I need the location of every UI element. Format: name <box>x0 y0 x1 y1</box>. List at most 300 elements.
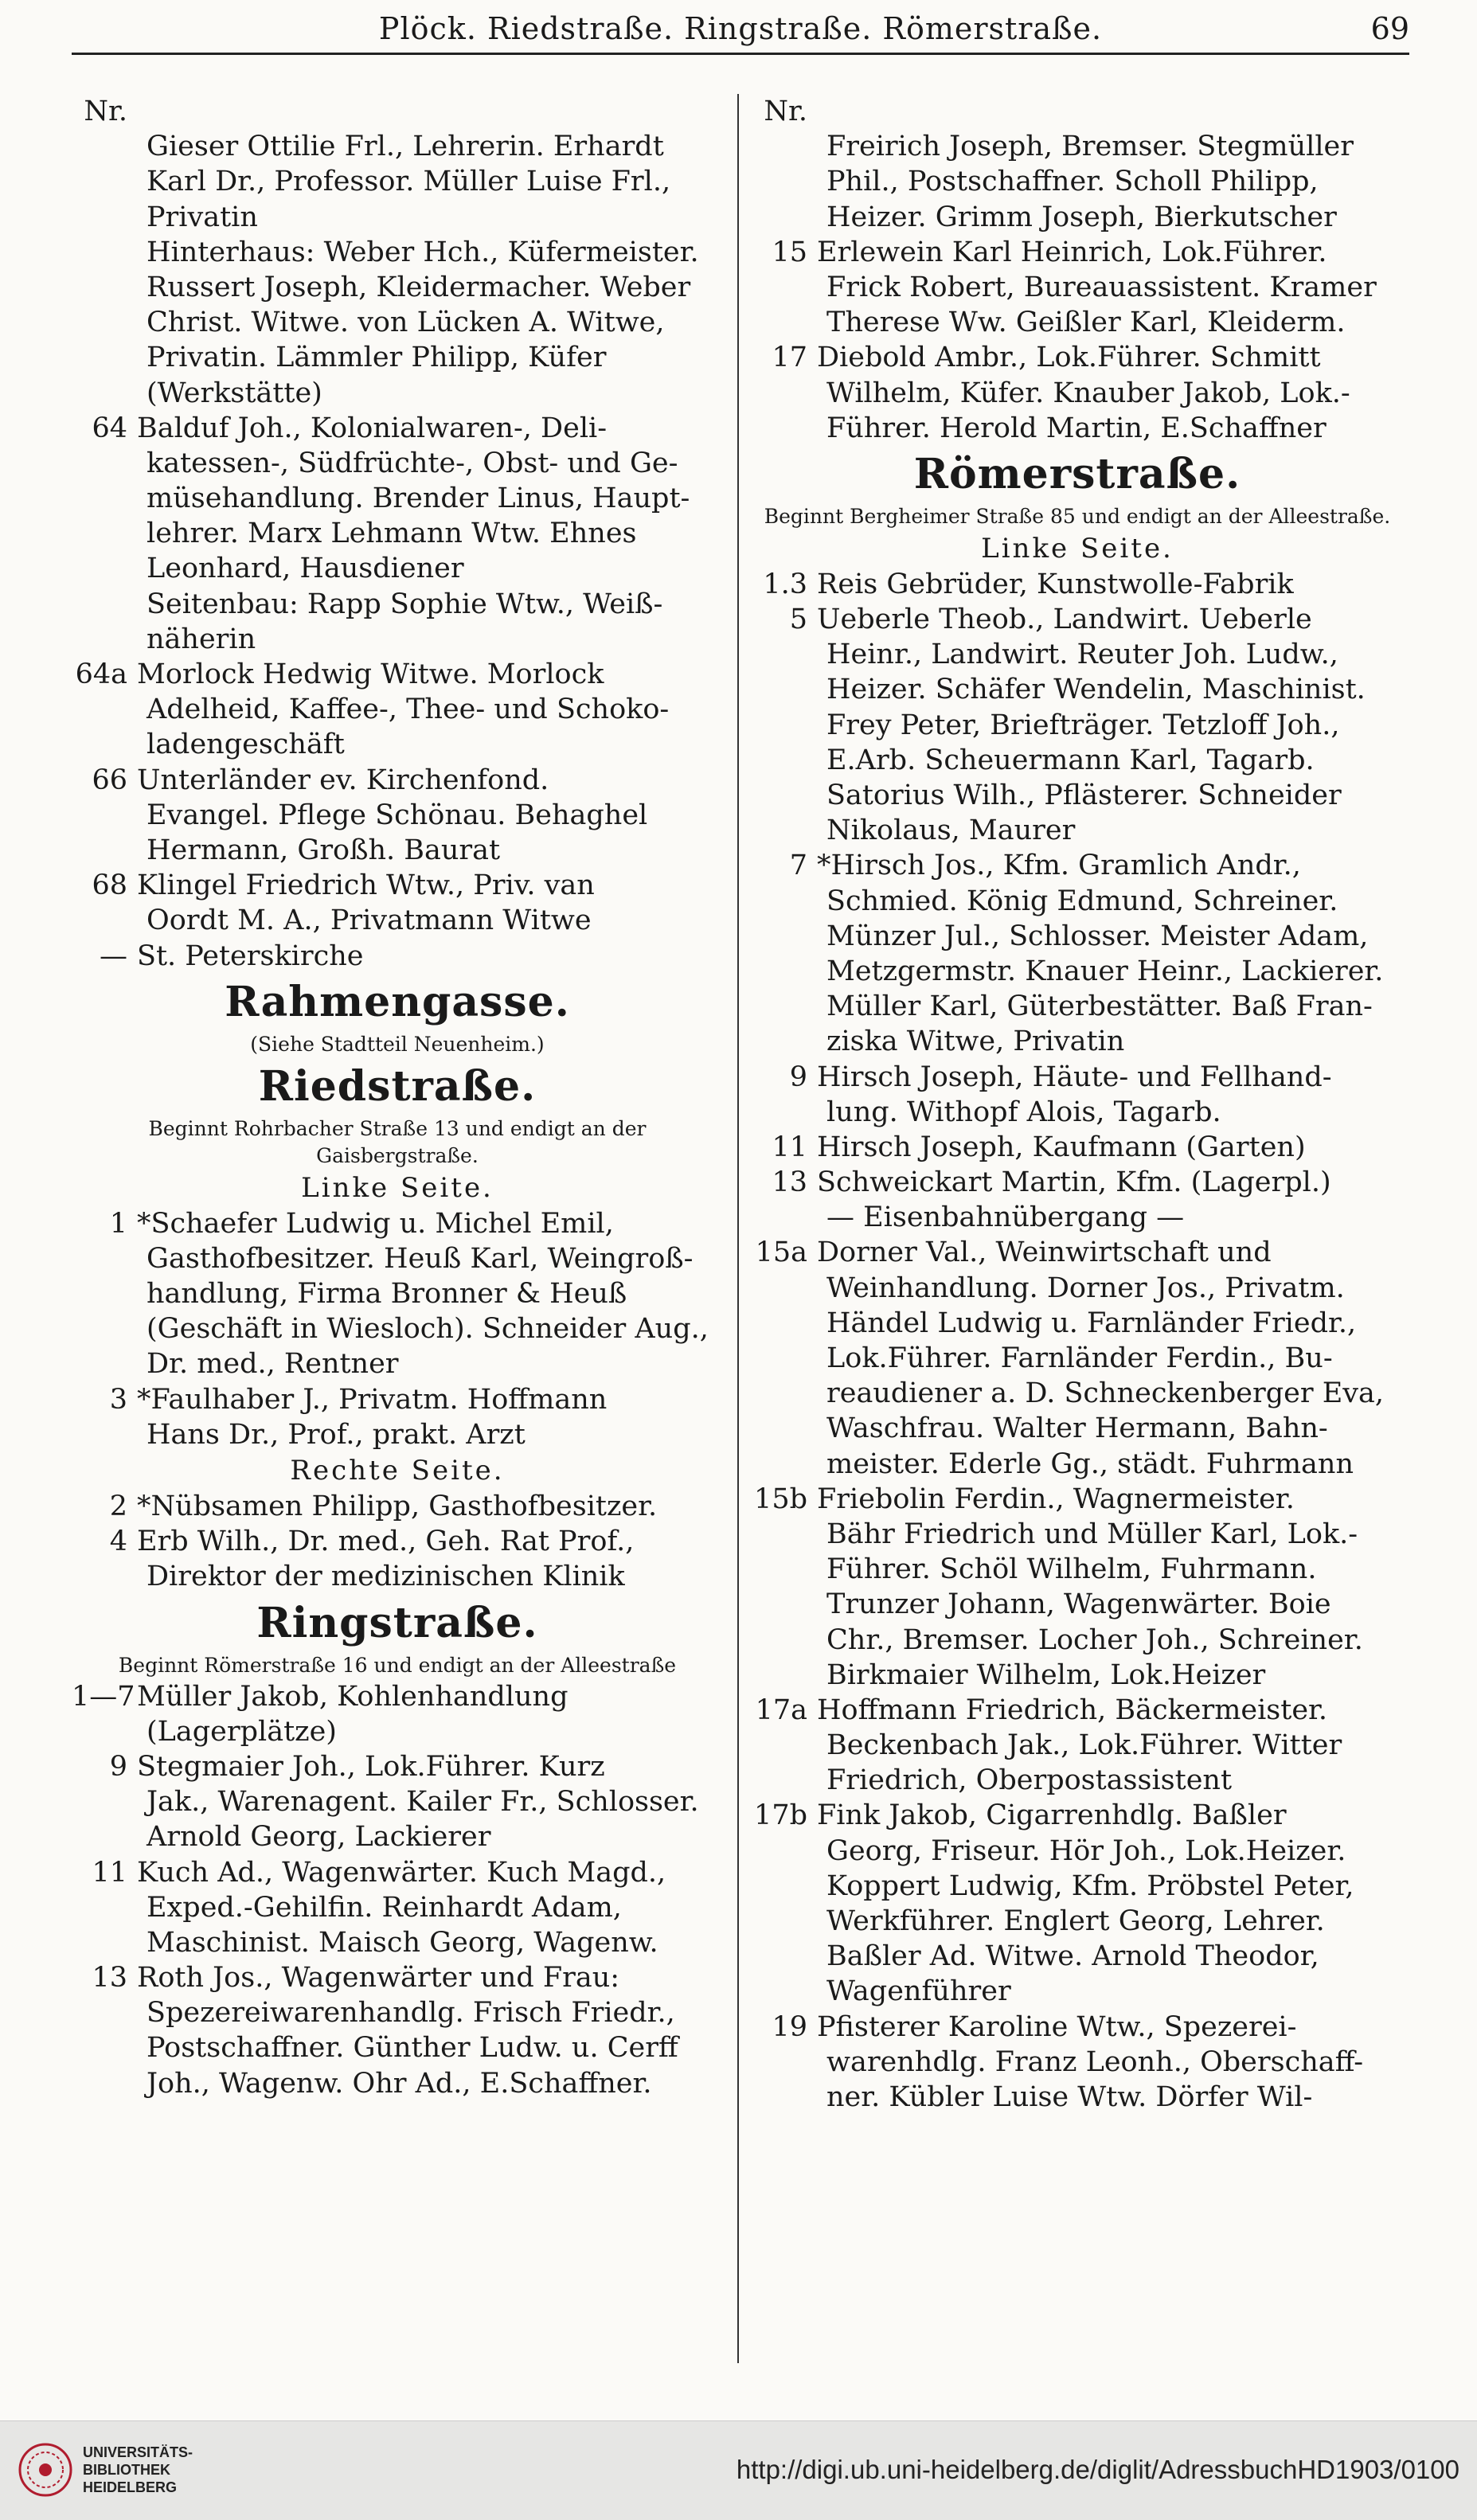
directory-entry-line <box>752 1130 1403 1165</box>
directory-entry-line <box>752 1623 1403 1658</box>
house-number <box>72 587 137 622</box>
side-heading-left: Linke Seite. <box>301 1171 494 1204</box>
directory-entry-line <box>72 622 723 657</box>
entry-text: Dr. med., Rentner <box>147 1348 399 1381</box>
directory-entry-line <box>752 2080 1403 2115</box>
house-number <box>72 1819 137 1854</box>
directory-entry-line <box>752 1235 1403 1270</box>
house-number <box>72 798 137 833</box>
directory-entry-line <box>752 1552 1403 1587</box>
entry-text: Fink Jakob, Cigarrenhdlg. Baßler <box>817 1799 1287 1832</box>
entry-text: Pfisterer Karoline Wtw., Spezerei- <box>817 2010 1297 2043</box>
house-number <box>752 989 817 1024</box>
house-number <box>72 1995 137 2030</box>
directory-entry-line <box>72 1679 723 1714</box>
entry-text: Müller Jakob, Kohlenhandlung <box>137 1680 569 1713</box>
entry-text: ladengeschäft <box>147 729 345 761</box>
directory-entry-line <box>752 2045 1403 2080</box>
directory-entry-line <box>72 903 723 938</box>
entry-text: Georg, Friseur. Hör Joh., Lok.Heizer. <box>826 1834 1346 1867</box>
university-library-logo-icon <box>18 2442 73 2498</box>
house-number <box>752 2080 817 2115</box>
directory-entry-line <box>72 1960 723 1995</box>
directory-entry-line <box>752 270 1403 305</box>
entry-text: Postschaffner. Günther Ludw. u. Cerff <box>147 2032 678 2065</box>
entry-text: Hirsch Joseph, Kaufmann (Garten) <box>817 1131 1306 1163</box>
house-number <box>752 164 817 199</box>
right-column <box>752 94 1403 2115</box>
directory-entry-line <box>752 989 1403 1024</box>
house-number <box>72 1241 137 1276</box>
house-number <box>72 833 137 868</box>
directory-entry-line <box>72 1524 723 1559</box>
street-note: Beginnt Bergheimer Straße 85 und endigt an der Alleestraße. <box>764 504 1391 528</box>
directory-entry-line <box>752 1904 1403 1939</box>
directory-entry-line <box>72 1714 723 1749</box>
entry-text: lung. Withopf Alois, Tagarb. <box>826 1096 1221 1128</box>
directory-entry-line <box>752 637 1403 672</box>
entry-text: Oordt M. A., Privatmann Witwe <box>147 904 592 937</box>
house-number: 68 <box>92 869 127 902</box>
entry-text: Birkmaier Wilhelm, Lok.Heizer <box>826 1659 1266 1691</box>
directory-entry-line <box>72 1382 723 1417</box>
entry-text: Karl Dr., Professor. Müller Luise Frl., <box>147 166 671 198</box>
street-note: (Siehe Stadtteil Neuenheim.) <box>250 1032 545 1056</box>
entry-text: katessen-, Südfrüchte-, Obst- und Ge- <box>147 447 678 479</box>
entry-text: Hinterhaus: Weber Hch., Küfermeister. <box>147 236 699 268</box>
directory-entry-line <box>752 1200 1403 1235</box>
column-divider <box>737 94 739 2363</box>
library-logo-text <box>83 2444 193 2496</box>
directory-entry-line <box>752 1024 1403 1059</box>
house-number <box>752 919 817 954</box>
directory-entry-line <box>752 708 1403 743</box>
directory-entry-line <box>72 727 723 762</box>
entry-text <box>817 94 1403 129</box>
house-number: 17 <box>772 342 807 374</box>
house-number <box>752 708 817 743</box>
entry-text: Ueberle Theob., Landwirt. Ueberle <box>817 604 1312 636</box>
directory-entry-line <box>72 551 723 586</box>
directory-entry-line <box>752 602 1403 637</box>
entry-text: Diebold Ambr., Lok.Führer. Schmitt <box>817 342 1321 374</box>
house-number <box>72 376 137 411</box>
directory-entry-line <box>752 1165 1403 1200</box>
entry-text: Privatin <box>147 201 258 233</box>
entry-text: — Eisenbahnübergang — <box>826 1201 1185 1234</box>
directory-entry-line <box>72 1346 723 1381</box>
directory-entry-line <box>752 200 1403 235</box>
house-number: 64 <box>92 412 127 444</box>
house-number <box>752 1095 817 1130</box>
directory-entry-line <box>72 868 723 903</box>
house-number <box>72 516 137 551</box>
entry-text: Münzer Jul., Schlosser. Meister Adam, <box>826 920 1369 952</box>
entry-text <box>137 94 723 129</box>
directory-entry-line <box>72 1559 723 1594</box>
directory-entry-line <box>72 1241 723 1276</box>
entry-text: Chr., Bremser. Locher Joh., Schreiner. <box>826 1623 1363 1656</box>
directory-entry-line <box>752 129 1403 164</box>
house-number: 17b <box>754 1799 807 1832</box>
house-number <box>72 1925 137 1960</box>
directory-entry-line <box>752 778 1403 813</box>
house-number: 7 <box>789 850 807 882</box>
entry-text: Klingel Friedrich Wtw., Priv. van <box>137 869 595 902</box>
entry-text: Bähr Friedrich und Müller Karl, Lok.- <box>826 1518 1358 1550</box>
entry-text: näherin <box>147 623 256 655</box>
directory-entry-line <box>752 1693 1403 1728</box>
house-number: 11 <box>92 1856 127 1889</box>
street-note: Beginnt Rohrbacher Straße 13 und endigt an der Gaisbergstraße. <box>148 1116 647 1167</box>
directory-entry-line <box>752 848 1403 883</box>
house-number <box>752 884 817 919</box>
directory-entry-line <box>72 1855 723 1890</box>
house-number <box>752 1904 817 1939</box>
directory-entry-line <box>752 1763 1403 1798</box>
house-number: 4 <box>109 1526 127 1558</box>
entry-text: Jak., Warenagent. Kailer Fr., Schlosser. <box>147 1786 699 1819</box>
house-number <box>752 1658 817 1693</box>
directory-entry-line <box>72 1784 723 1819</box>
directory-entry-line <box>72 516 723 551</box>
street-note: Beginnt Römerstraße 16 und endigt an der Alleestraße <box>118 1653 677 1677</box>
directory-entry-line <box>72 692 723 727</box>
directory-entry-line <box>72 1276 723 1311</box>
entry-text: ziska Witwe, Privatin <box>826 1026 1125 1058</box>
entry-text: Seitenbau: Rapp Sophie Wtw., Weiß- <box>147 588 663 620</box>
house-number <box>752 1447 817 1482</box>
directory-entry-line <box>72 1311 723 1346</box>
entry-text: Trunzer Johann, Wagenwärter. Boie <box>826 1588 1331 1621</box>
directory-entry-line <box>752 1798 1403 1833</box>
entry-text: E.Arb. Scheuermann Karl, Tagarb. <box>826 744 1315 776</box>
directory-entry-line <box>72 1749 723 1784</box>
house-number <box>72 1417 137 1452</box>
house-number <box>72 2066 137 2101</box>
side-heading-left: Linke Seite. <box>981 532 1174 565</box>
directory-entry-line <box>752 1834 1403 1869</box>
house-number <box>752 813 817 848</box>
house-number <box>752 743 817 778</box>
house-number: 13 <box>772 1166 807 1199</box>
entry-text: lehrer. Marx Lehmann Wtw. Ehnes <box>147 518 637 550</box>
house-number: 15b <box>754 1483 807 1515</box>
entry-text: Wilhelm, Küfer. Knauber Jakob, Lok.- <box>826 377 1350 409</box>
entry-text: Heizer. Schäfer Wendelin, Maschinist. <box>826 674 1366 706</box>
house-number <box>752 637 817 672</box>
house-number <box>752 1763 817 1798</box>
house-number: Nr. <box>764 96 807 127</box>
house-number: 9 <box>789 1061 807 1093</box>
directory-entry-line <box>752 94 1403 129</box>
entry-text: Waschfrau. Walter Hermann, Bahn- <box>826 1412 1328 1445</box>
entry-text: Frey Peter, Briefträger. Tetzloff Joh., <box>826 709 1340 741</box>
house-number <box>752 1411 817 1446</box>
directory-entry-line <box>72 1995 723 2030</box>
house-number <box>752 1587 817 1622</box>
side-heading-right: Rechte Seite. <box>290 1455 505 1487</box>
entry-text: Privatin. Lämmler Philipp, Küfer <box>147 342 607 374</box>
house-number <box>72 622 137 657</box>
directory-entry-line <box>72 2030 723 2065</box>
entry-text: Therese Ww. Geißler Karl, Kleiderm. <box>826 307 1346 339</box>
entry-text: Hans Dr., Prof., prakt. Arzt <box>147 1418 526 1451</box>
entry-text: reaudiener a. D. Schneckenberger Eva, <box>826 1377 1385 1410</box>
entry-text: Christ. Witwe. von Lücken A. Witwe, <box>147 307 665 339</box>
entry-text: Erlewein Karl Heinrich, Lok.Führer. <box>817 236 1327 268</box>
page-header <box>72 5 1409 55</box>
entry-text: Baßler Ad. Witwe. Arnold Theodor, <box>826 1940 1319 1973</box>
house-number <box>72 129 137 164</box>
house-number <box>72 903 137 938</box>
entry-text: Phil., Postschaffner. Scholl Philipp, <box>826 166 1319 198</box>
directory-entry-line <box>752 164 1403 199</box>
entry-text: (Werkstätte) <box>147 377 322 409</box>
house-number <box>752 200 817 235</box>
house-number <box>752 1200 817 1235</box>
entry-text: müsehandlung. Brender Linus, Haupt- <box>147 483 690 515</box>
logo-line-1: UNIVERSITÄTS- <box>83 2444 193 2460</box>
page-number: 69 <box>1370 11 1409 46</box>
directory-entry-line <box>752 1482 1403 1517</box>
entry-text: Exped.-Gehilfin. Reinhardt Adam, <box>147 1891 622 1924</box>
entry-text: Maschinist. Maisch Georg, Wagenw. <box>147 1926 658 1959</box>
directory-entry-line <box>72 481 723 516</box>
directory-entry-line <box>72 129 723 164</box>
house-number <box>752 411 817 446</box>
house-number <box>752 1517 817 1552</box>
house-number: 2 <box>109 1491 127 1522</box>
house-number <box>752 1623 817 1658</box>
entry-text: Führer. Schöl Wilhelm, Fuhrmann. <box>826 1553 1317 1586</box>
house-number <box>72 1276 137 1311</box>
entry-text: Reis Gebrüder, Kunstwolle-Fabrik <box>817 568 1294 600</box>
entry-text: Händel Ludwig u. Farnländer Friedr., <box>826 1307 1357 1339</box>
directory-entry-line <box>752 567 1403 602</box>
house-number: 1.3 <box>763 568 807 600</box>
entry-text: Adelheid, Kaffee-, Thee- und Schoko- <box>147 693 670 726</box>
house-number <box>72 235 137 270</box>
directory-entry-line <box>752 1411 1403 1446</box>
directory-entry-line <box>752 1271 1403 1306</box>
directory-entry-line <box>72 1206 723 1241</box>
house-number <box>72 305 137 340</box>
directory-entry-line <box>752 1658 1403 1693</box>
entry-text: Joh., Wagenw. Ohr Ad., E.Schaffner. <box>147 2067 652 2100</box>
directory-entry-line <box>72 200 723 235</box>
house-number <box>752 270 817 305</box>
directory-entry-line <box>752 340 1403 375</box>
entry-text: Metzgermstr. Knauer Heinr., Lackierer. <box>826 955 1384 987</box>
directory-entry-line <box>72 833 723 868</box>
entry-text: ner. Kübler Luise Wtw. Dörfer Wil- <box>826 2080 1313 2113</box>
house-number <box>752 1728 817 1763</box>
house-number: 11 <box>772 1131 807 1163</box>
entry-text: Kuch Ad., Wagenwärter. Kuch Magd., <box>137 1856 666 1889</box>
entry-text: Spezereiwarenhandlg. Frisch Friedr., <box>147 1997 675 2030</box>
house-number: 15 <box>772 236 807 268</box>
entry-text: Morlock Hedwig Witwe. Morlock <box>137 658 604 690</box>
street-heading: Riedstraße. <box>258 1061 537 1111</box>
directory-entry-line <box>72 587 723 622</box>
directory-entry-line <box>752 305 1403 340</box>
entry-text: Hermann, Großh. Baurat <box>147 834 501 866</box>
street-heading: Römerstraße. <box>913 449 1241 498</box>
running-title: Plöck. Riedstraße. Ringstraße. Römerstraße. <box>378 11 1103 46</box>
entry-text: Wagenführer <box>826 1975 1011 2008</box>
left-column <box>72 94 723 2101</box>
directory-entry-line <box>72 164 723 199</box>
entry-text: *Nübsamen Philipp, Gasthofbesitzer. <box>137 1491 658 1522</box>
entry-text: Friebolin Ferdin., Wagnermeister. <box>817 1483 1295 1515</box>
directory-entry-line <box>752 1447 1403 1482</box>
entry-text: Werkführer. Englert Georg, Lehrer. <box>826 1905 1325 1937</box>
logo-line-3: HEIDELBERG <box>83 2479 178 2495</box>
entry-text: (Geschäft in Wiesloch). Schneider Aug., <box>147 1313 709 1346</box>
house-number <box>752 1024 817 1059</box>
house-number: 13 <box>92 1962 127 1995</box>
directory-entry-line <box>72 763 723 798</box>
house-number: 5 <box>789 604 807 636</box>
house-number: 3 <box>109 1383 127 1416</box>
entry-text: St. Peterskirche <box>137 940 364 972</box>
entry-text: Satorius Wilh., Pflästerer. Schneider <box>826 779 1342 811</box>
entry-text: meister. Ederle Gg., städt. Fuhrmann <box>826 1448 1354 1480</box>
entry-text: Freirich Joseph, Bremser. Stegmüller <box>826 131 1354 163</box>
entry-text: Heinr., Landwirt. Reuter Joh. Ludw., <box>826 639 1338 671</box>
entry-text: Nikolaus, Maurer <box>826 815 1076 847</box>
directory-entry-line <box>752 1869 1403 1904</box>
house-number <box>72 481 137 516</box>
house-number <box>752 1869 817 1904</box>
entry-text: warenhdlg. Franz Leonh., Oberschaff- <box>826 2045 1364 2078</box>
house-number <box>72 727 137 762</box>
entry-text: Führer. Herold Martin, E.Schaffner <box>826 412 1327 444</box>
house-number <box>752 1376 817 1411</box>
directory-entry-line <box>752 1517 1403 1552</box>
directory-entry-line <box>72 376 723 411</box>
entry-text: Lok.Führer. Farnländer Ferdin., Bu- <box>826 1342 1333 1374</box>
entry-text: Beckenbach Jak., Lok.Führer. Witter <box>826 1729 1342 1762</box>
directory-entry-line <box>752 1341 1403 1376</box>
entry-text: Friedrich, Oberpostassistent <box>826 1764 1233 1797</box>
directory-entry-line <box>72 657 723 692</box>
entry-text: Roth Jos., Wagenwärter und Frau: <box>137 1962 620 1995</box>
house-number <box>72 1311 137 1346</box>
directory-entry-line <box>752 1060 1403 1095</box>
house-number <box>72 551 137 586</box>
entry-text: Arnold Georg, Lackierer <box>147 1821 491 1854</box>
house-number <box>72 1714 137 1749</box>
entry-text: Koppert Ludwig, Kfm. Pröbstel Peter, <box>826 1869 1354 1902</box>
footer-bar <box>0 2420 1477 2520</box>
directory-entry-line <box>72 939 723 974</box>
house-number <box>752 954 817 989</box>
house-number <box>72 1890 137 1925</box>
house-number: 64a <box>75 658 127 690</box>
house-number <box>752 672 817 707</box>
entry-text: (Lagerplätze) <box>147 1715 337 1748</box>
entry-text: Dorner Val., Weinwirtschaft und <box>817 1237 1272 1269</box>
directory-entry-line <box>752 2010 1403 2045</box>
directory-entry-line <box>72 446 723 481</box>
house-number <box>752 1974 817 2009</box>
house-number: 15a <box>755 1237 807 1269</box>
entry-text: Unterländer ev. Kirchenfond. <box>137 764 549 796</box>
directory-entry-line <box>752 954 1403 989</box>
directory-entry-line <box>752 1939 1403 1974</box>
house-number <box>72 2030 137 2065</box>
house-number <box>72 164 137 199</box>
house-number <box>752 376 817 411</box>
directory-entry-line <box>752 743 1403 778</box>
directory-entry-line <box>752 1376 1403 1411</box>
house-number <box>72 692 137 727</box>
directory-entry-line <box>72 94 723 129</box>
house-number <box>752 129 817 164</box>
logo-line-2: BIBLIOTHEK <box>83 2462 170 2478</box>
house-number: 9 <box>109 1750 127 1783</box>
entry-text: Müller Karl, Güterbestätter. Baß Fran- <box>826 990 1373 1023</box>
directory-entry-line <box>752 235 1403 270</box>
house-number <box>752 1552 817 1587</box>
house-number <box>72 1346 137 1381</box>
house-number: — <box>100 940 127 972</box>
entry-text: Stegmaier Joh., Lok.Führer. Kurz <box>137 1750 605 1783</box>
directory-entry-line <box>752 884 1403 919</box>
entry-text: Schweickart Martin, Kfm. (Lagerpl.) <box>817 1166 1331 1199</box>
entry-text: handlung, Firma Bronner & Heuß <box>147 1278 627 1311</box>
directory-entry-line <box>752 411 1403 446</box>
house-number <box>72 446 137 481</box>
entry-text: Erb Wilh., Dr. med., Geh. Rat Prof., <box>137 1526 635 1558</box>
directory-entry-line <box>72 1489 723 1524</box>
directory-entry-line <box>72 340 723 375</box>
directory-entry-line <box>752 1728 1403 1763</box>
source-url-link[interactable]: http://digi.ub.uni-heidelberg.de/diglit/AdressbuchHD1903/0100 <box>736 2455 1459 2484</box>
directory-entry-line <box>752 1095 1403 1130</box>
house-number <box>752 1306 817 1341</box>
directory-entry-line <box>72 2066 723 2101</box>
directory-entry-line <box>752 1306 1403 1341</box>
house-number: 17a <box>755 1694 807 1726</box>
entry-text: Gasthofbesitzer. Heuß Karl, Weingroß- <box>147 1242 694 1275</box>
entry-text: Hoffmann Friedrich, Bäckermeister. <box>817 1694 1328 1726</box>
directory-entry-line <box>72 411 723 446</box>
house-number <box>752 1834 817 1869</box>
directory-entry-line <box>752 813 1403 848</box>
directory-entry-line <box>72 1925 723 1960</box>
entry-text: Hirsch Joseph, Häute- und Fellhand- <box>817 1061 1332 1093</box>
entry-text: Balduf Joh., Kolonialwaren-, Deli- <box>137 412 608 444</box>
entry-text: Russert Joseph, Kleidermacher. Weber <box>147 271 691 303</box>
entry-text: Heizer. Grimm Joseph, Bierkutscher <box>826 201 1337 233</box>
house-number <box>752 1271 817 1306</box>
street-heading: Ringstraße. <box>256 1598 538 1647</box>
entry-text: Leonhard, Hausdiener <box>147 553 464 585</box>
house-number <box>72 1784 137 1819</box>
directory-entry-line <box>752 919 1403 954</box>
directory-entry-line <box>72 1890 723 1925</box>
house-number <box>72 1559 137 1594</box>
directory-entry-line <box>72 798 723 833</box>
entry-text: Schmied. König Edmund, Schreiner. <box>826 885 1338 917</box>
directory-entry-line <box>752 1587 1403 1622</box>
house-number <box>752 1939 817 1974</box>
directory-entry-line <box>72 1417 723 1452</box>
entry-text: Weinhandlung. Dorner Jos., Privatm. <box>826 1272 1345 1304</box>
